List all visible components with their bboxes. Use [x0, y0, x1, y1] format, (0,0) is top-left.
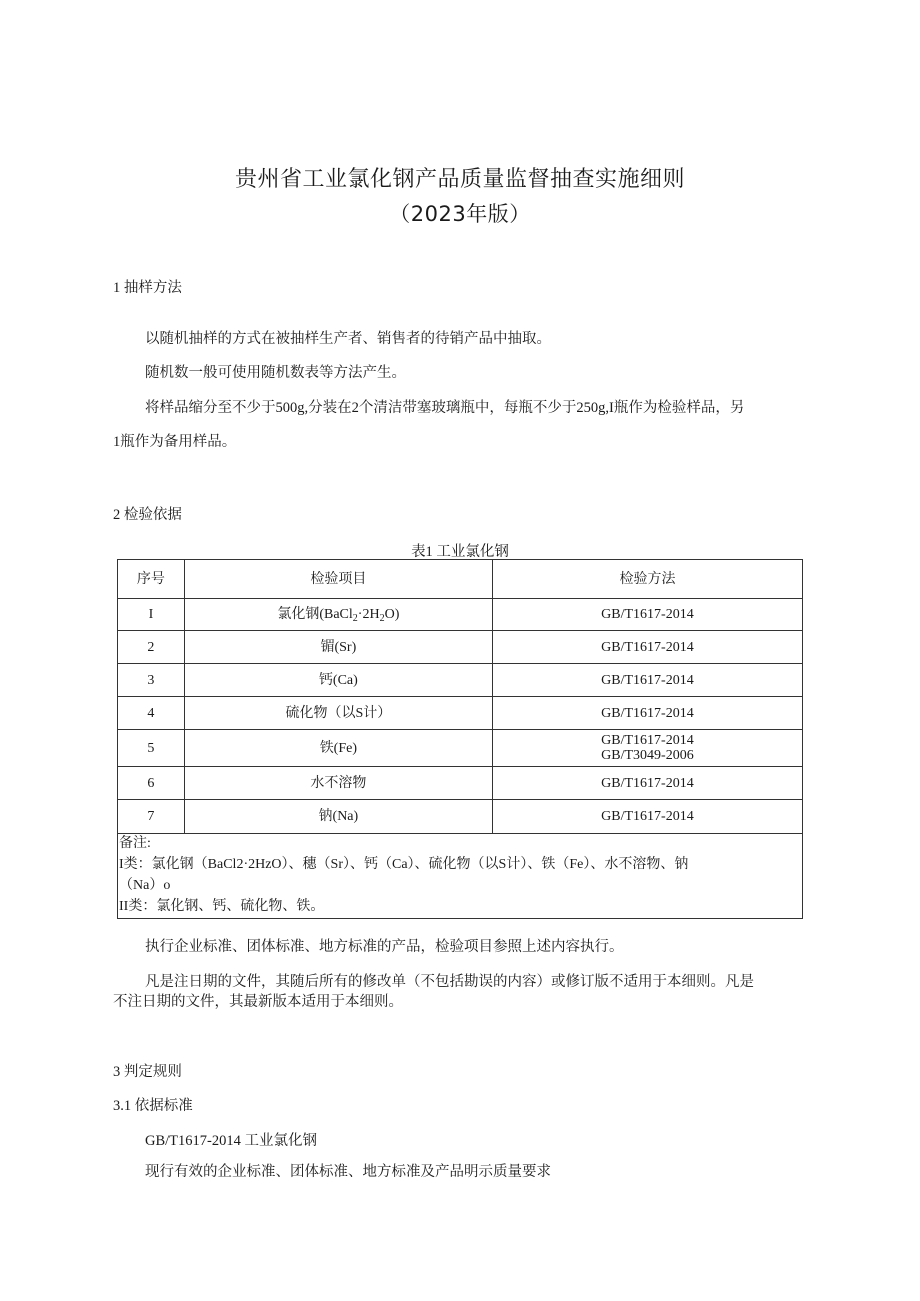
- row-method: GB/T1617-2014: [492, 697, 802, 730]
- row-method: GB/T1617-2014: [492, 664, 802, 697]
- section-2-paragraph-1: 执行企业标准、团体标准、地方标准的产品，检验项目参照上述内容执行。: [145, 939, 624, 955]
- row-method-line-1: GB/T1617-2014: [601, 733, 694, 748]
- section-3-heading: 3 判定规则: [113, 1064, 182, 1080]
- section-2-heading: 2 检验依据: [113, 507, 182, 523]
- notes-label: 备注:: [119, 836, 151, 851]
- row-no: 3: [118, 664, 185, 697]
- table-row: [118, 599, 803, 631]
- inspection-table: [117, 559, 803, 834]
- section-3-paragraph-2: 现行有效的企业标准、团体标准、地方标准及产品明示质量要求: [145, 1164, 551, 1180]
- row-item: 水不溶物: [184, 767, 492, 800]
- row-item: 硫化物（以S计）: [184, 697, 492, 730]
- table-row: [118, 664, 803, 697]
- row-item: 铁(Fe): [184, 730, 492, 767]
- section-1-heading: 1 抽样方法: [113, 280, 182, 296]
- row-no: 2: [118, 631, 185, 664]
- table-notes: [117, 833, 803, 919]
- section-3-paragraph-1: GB/T1617-2014 工业氯化钢: [145, 1133, 317, 1149]
- row-no: 5: [118, 730, 185, 767]
- row-method: GB/T1617-2014: [492, 631, 802, 664]
- section-1-paragraph-1: 以随机抽样的方式在被抽样生产者、销售者的待销产品中抽取。: [145, 331, 551, 347]
- row-method: [492, 730, 802, 767]
- section-1-paragraph-3-line-1: 将样品缩分至不少于500g,分装在2个清洁带塞玻璃瓶中，每瓶不少于250g,I瓶作为检验样品，另: [145, 400, 745, 416]
- row-item: 氯化钢$(BaCl_2\cdot 2H_2O)$: [184, 599, 492, 631]
- row-item: 钙(Ca): [184, 664, 492, 697]
- row-method: GB/T1617-2014: [492, 767, 802, 800]
- row-method-line-2: GB/T3049-2006: [601, 748, 694, 763]
- section-3-1-heading: 3.1 依据标准: [113, 1098, 193, 1114]
- table-caption: 表1 工业氯化钢: [411, 544, 509, 560]
- table-row: [118, 800, 803, 834]
- section-1-paragraph-3-line-2: 1瓶作为备用样品。: [113, 434, 237, 450]
- header-method: 检验方法: [492, 560, 802, 599]
- table-row: [118, 767, 803, 800]
- notes-line-3: II类：氯化钢、钙、硫化物、铁。: [119, 899, 325, 914]
- row-no: 7: [118, 800, 185, 834]
- header-item: 检验项目: [184, 560, 492, 599]
- row-no: 6: [118, 767, 185, 800]
- section-2-paragraph-2-line-2: 不注日期的文件，其最新版本适用于本细则。: [113, 994, 403, 1010]
- section-1-paragraph-2: 随机数一般可使用随机数表等方法产生。: [145, 365, 406, 381]
- row-no: I: [118, 599, 185, 631]
- section-2-paragraph-2-line-1: 凡是注日期的文件，其随后所有的修改单（不包括勘误的内容）或修订版不适用于本细则。凡是: [145, 974, 754, 990]
- table-row: [118, 631, 803, 664]
- table-header-row: [118, 560, 803, 599]
- notes-line-1: I类：氯化钢（BaCl2·2HzO）、穗（Sr）、钙（Ca）、硫化物（以S计）、铁（Fe）、水不溶物、钠: [119, 857, 689, 872]
- row-method: GB/T1617-2014: [492, 800, 802, 834]
- row-item: 钠(Na): [184, 800, 492, 834]
- document-title: 贵州省工业氯化钢产品质量监督抽查实施细则: [234, 167, 685, 192]
- row-no: 4: [118, 697, 185, 730]
- row-item: 镅(Sr): [184, 631, 492, 664]
- table-row: [118, 730, 803, 767]
- row-method: GB/T1617-2014: [492, 599, 802, 631]
- document-edition: （2023年版）: [389, 202, 531, 226]
- table-row: [118, 697, 803, 730]
- notes-line-2: （Na）o: [119, 878, 171, 893]
- header-no: 序号: [118, 560, 185, 599]
